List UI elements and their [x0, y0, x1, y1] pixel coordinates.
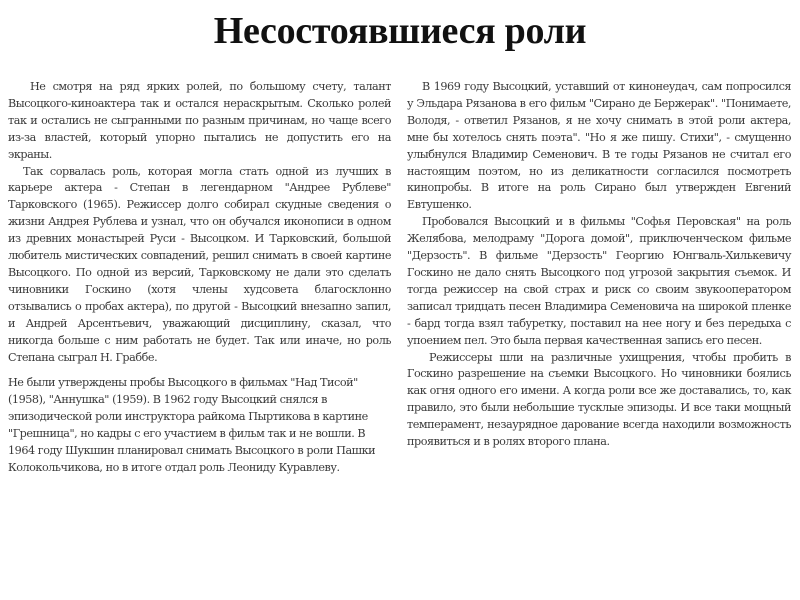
paragraph-rublev: Так сорвалась роль, которая могла стать одной из лучших в карьере актера - Степан в легендарном "Андрее Рублеве" Тарковского (1965). Режиссер долго собирал скудные сведения о жизни Андрея Рублева и узнал, что он обучался иконописи в одном из древних монастырей Руси - Высоцком. И Тарковский, большой любитель мистических совпадений, решил снимать в своей картине Высоцкого. По одной из версий, Тарковскому не дали это сделать чиновники Госкино (хотя члены худсовета благосклонно отзывались о пробах актера), по другой - Высоцкий внезапно запил, и Андрей Арсентьевич, уважающий дисциплину, сказал, что никогда больше с ним работать не будет. Так или иначе, но роль Степана сыграл Н. Граббе. [8, 164, 391, 364]
right-text-column [407, 79, 791, 451]
paragraph-derzost: Пробовался Высоцкий и в фильмы "Софья Перовская" на роль Желябова, мелодраму "Дорога домой", приключенческом фильме "Дерзость". В фильме "Дерзость" Георгию Юнгваль-Хилькевичу Госкино не дало снять Высоцкого под угрозой закрытия съемок. И тогда режиссер на свой страх и риск со своим звукооператором записал тридцать песен Владимира Семеновича на широкой пленке - бард тогда взял табуретку, поставил на нее ногу и без передыха с упоением пел. Это была первая качественная запись его песен. [407, 215, 791, 347]
paragraph-directors: Режиссеры шли на различные ухищрения, чтобы пробить в Госкино разрешение на съемки Высоцкого. Но чиновники боялись как огня одного его имени. А когда роли все же доставались, то, как правило, это были небольшие тусклые эпизоды. И все таки мощный темперамент, незаурядное дарование всегда находили возможность проявиться и в ролях второго плана. [407, 350, 791, 449]
paragraph-intro: Не смотря на ряд ярких ролей, по большому счету, талант Высоцкого-киноактера так и остался нераскрытым. Сколько ролей так и остались не сыгранными по разным причинам, но чаще всего из-за властей, который упорно пытались не допустить его на экраны. [8, 80, 391, 161]
left-text-column [8, 79, 391, 477]
paragraph-rejected-tests: Не были утверждены пробы Высоцкого в фильмах "Над Тисой" (1958), "Аннушка" (1959). В 1962 году Высоцкий снялся в эпизодической роли инструктора райкома Пыртикова в картине "Грешница", но кадры с его участием в фильм так и не вошли. В 1964 году Шукшин планировал снимать Высоцкого в роли Пашки Колокольчикова, но в итоге отдал роль Леониду Куравлеву. [8, 376, 376, 474]
slide-title: Несостоявшиеся роли [213, 10, 587, 52]
paragraph-cyrano: В 1969 году Высоцкий, уставший от кинонеудач, сам попросился у Эльдара Рязанова в его фильм "Сирано де Бержерак". "Понимаете, Володя, - ответил Рязанов, я не хочу снимать в этой роли актера, мне бы хотелось снять поэта". "Но я же пишу. Стихи", - смущенно улыбнулся Владимир Семенович. В те годы Рязанов не считал его настоящим поэтом, но из деликатности согласился посмотреть кинопробы. В итоге на роль Сирано был утвержден Евгений Евтушенко. [407, 80, 791, 212]
